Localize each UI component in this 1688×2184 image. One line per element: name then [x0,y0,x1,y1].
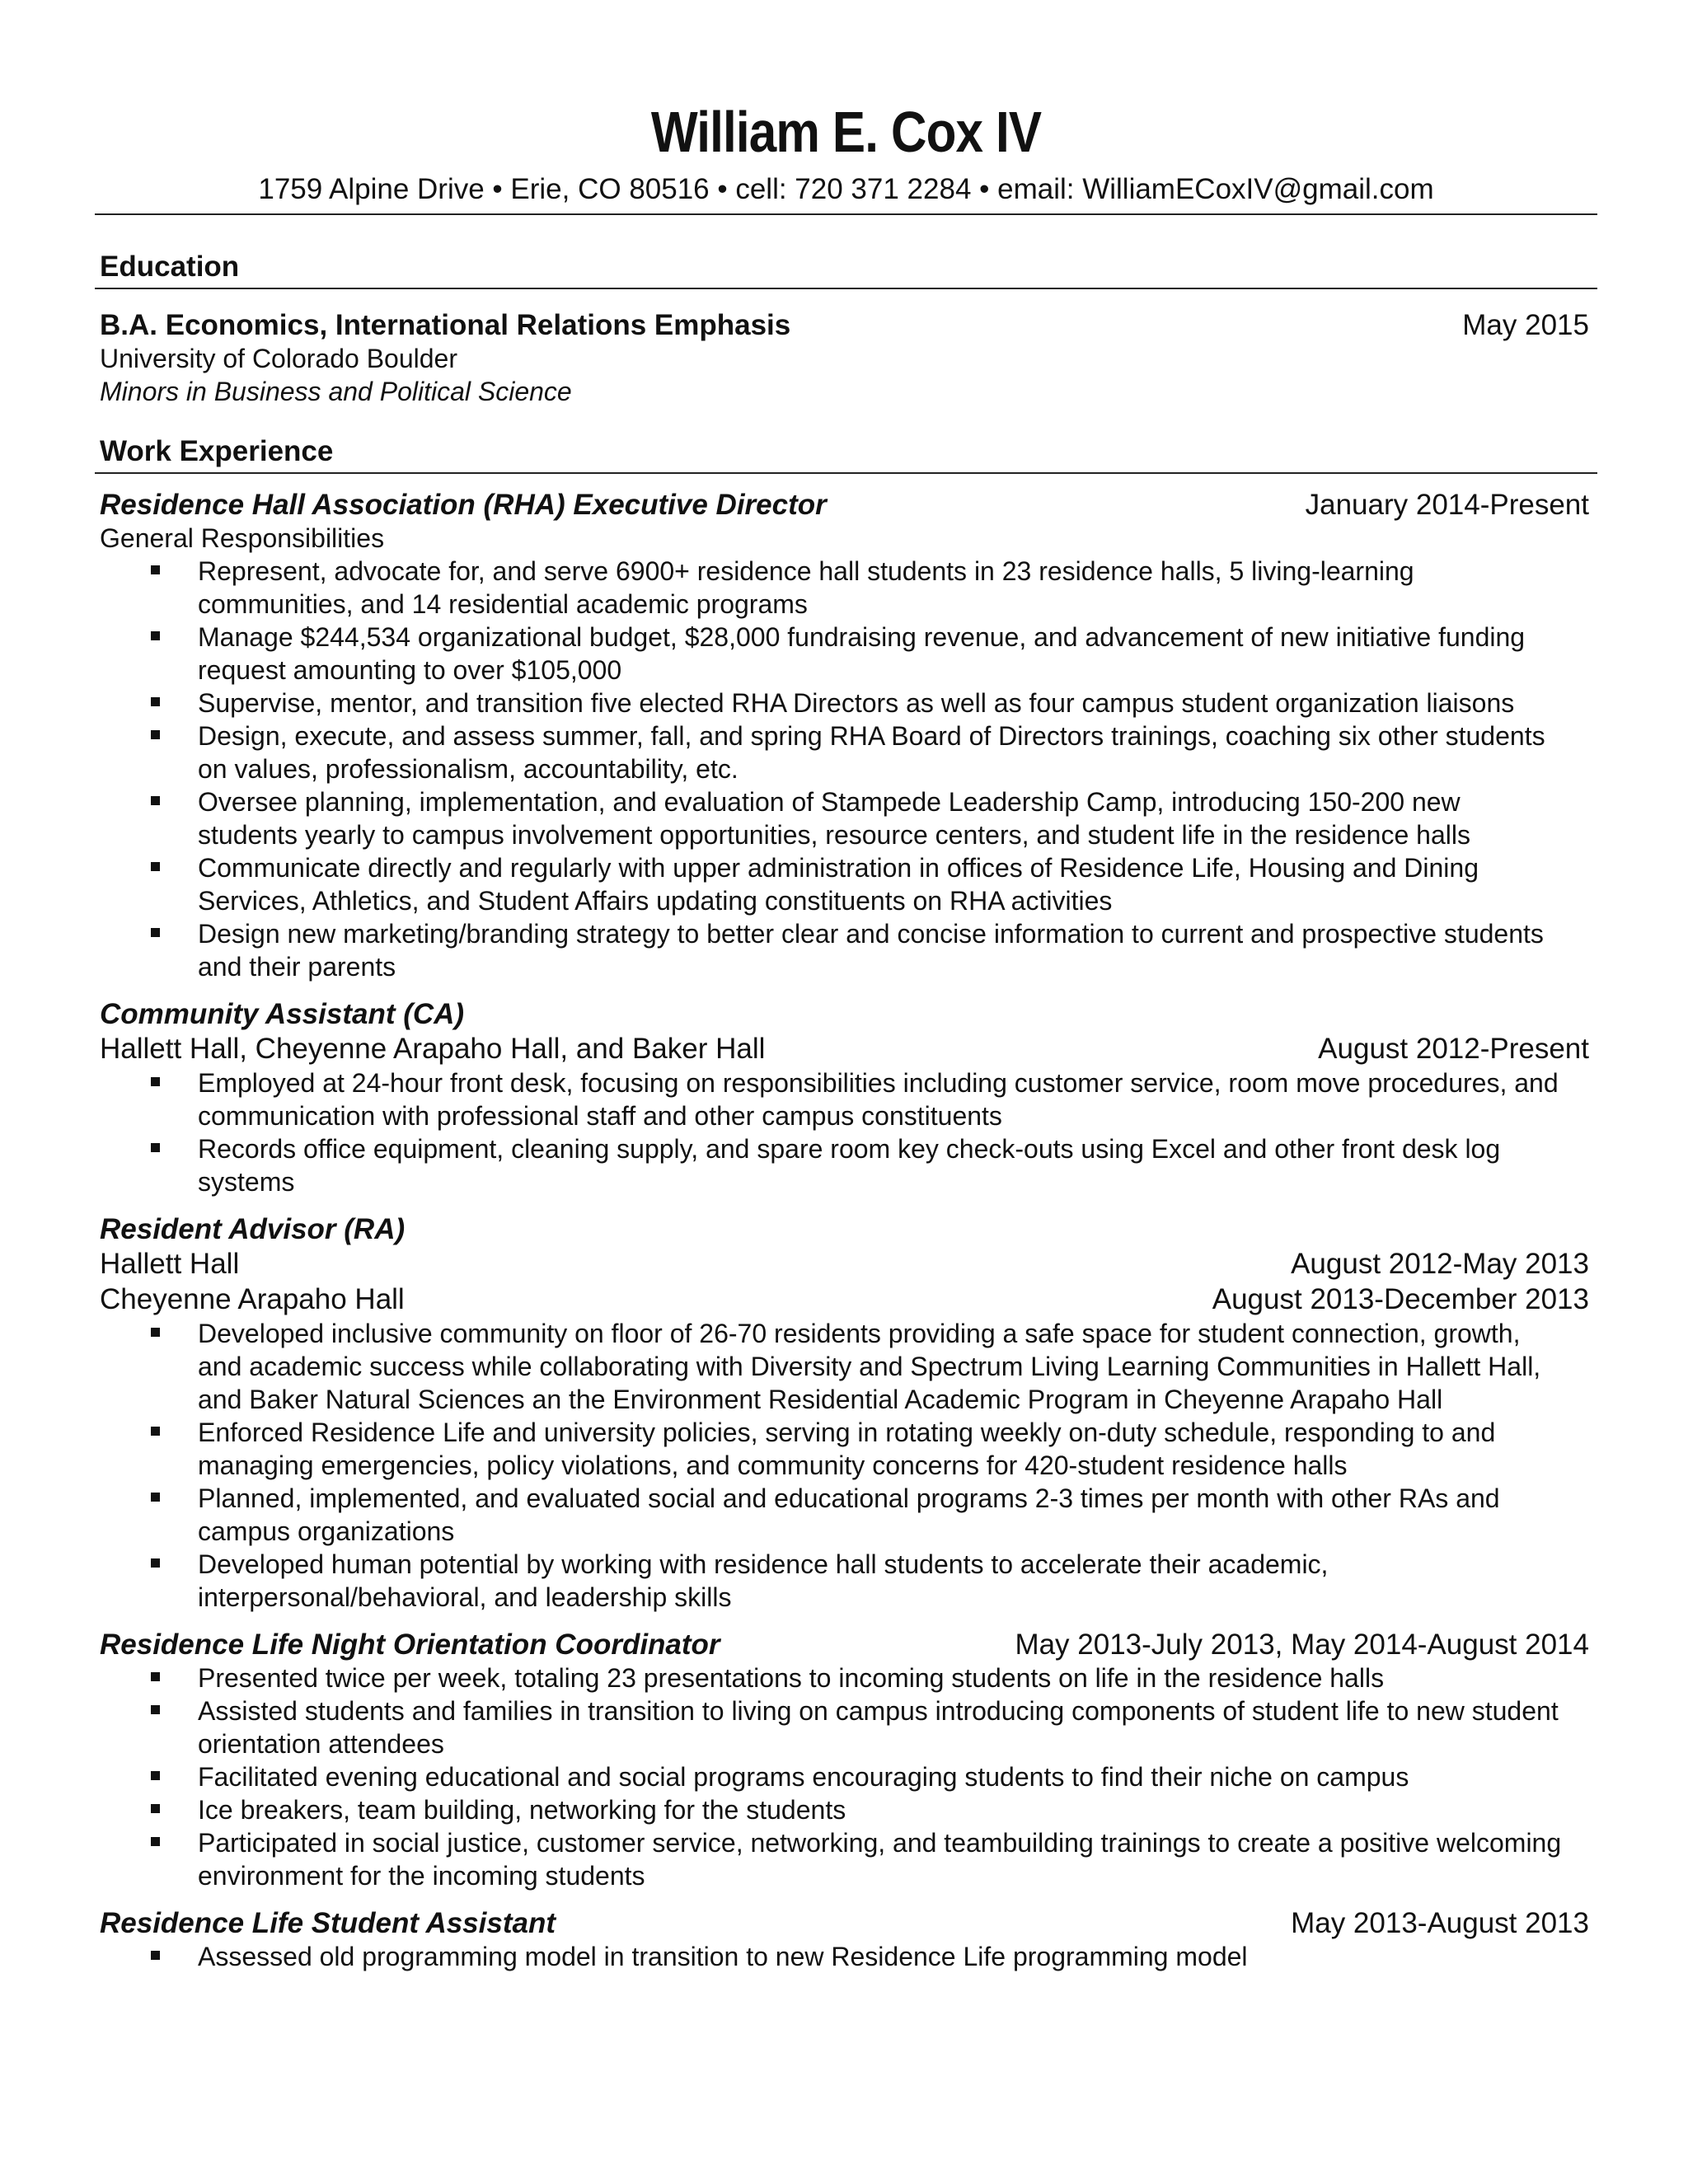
bullet-icon [151,1804,160,1813]
job-ra-header [95,1213,1597,1246]
job-title: Residence Life Night Orientation Coordinator [100,1628,720,1661]
job-location: Cheyenne Arapaho Hall [100,1282,405,1315]
bullet-icon [151,1427,160,1436]
job-title: Community Assistant (CA) [100,997,465,1030]
job-ra-location-row-1 [95,1246,1597,1282]
job-ca-header [95,998,1597,1031]
bullet-icon [151,1328,160,1337]
school-name: University of Colorado Boulder [100,343,457,373]
list-item: Manage $244,534 organizational budget, $28,000 fundraising revenue, and advancement of new initiative funding request amounting to over $105,000 [198,621,1564,687]
minors: Minors in Business and Political Science [100,376,572,406]
bullet-icon [151,1077,160,1086]
list-item: Assisted students and families in transition to living on campus introducing components of student life to new student orientation attendees [198,1694,1564,1760]
list-item: Presented twice per week, totaling 23 presentations to incoming students on life in the residence halls [198,1661,1564,1694]
ca-bullet-list [95,1066,1597,1198]
job-date: August 2012-May 2013 [1291,1247,1589,1280]
list-item: Participated in social justice, customer service, networking, and teambuilding trainings to create a positive welcoming environment for the incoming students [198,1826,1564,1892]
degree-row [95,309,1597,342]
rha-bullet-list [95,555,1597,983]
orientation-bullet-list [95,1661,1597,1892]
list-item: Enforced Residence Life and university policies, serving in rotating weekly on-duty schedule, responding to and managing emergencies, policy violations, and community concerns for 420-student residence halls [198,1416,1564,1482]
job-ca-location-row [95,1031,1597,1066]
job-student-assistant-header [95,1907,1597,1940]
education-heading: Education [95,250,1597,289]
bullet-icon [151,730,160,739]
bullet-icon [151,1951,160,1960]
list-item: Design new marketing/branding strategy to better clear and concise information to current and prospective students and their parents [198,917,1564,983]
degree-title: B.A. Economics, International Relations Emphasis [100,308,791,341]
bullet-icon [151,1672,160,1681]
list-item: Design, execute, and assess summer, fall, and spring RHA Board of Directors trainings, coaching six other students on values, professionalism, accountability, etc. [198,719,1564,785]
bullet-icon [151,565,160,574]
contact-line: 1759 Alpine Drive • Erie, CO 80516 • cell: 720 371 2284 • email: WilliamECoxIV@gmail.com [95,172,1597,215]
bullet-icon [151,1558,160,1568]
job-date: May 2013-July 2013, May 2014-August 2014 [1015,1628,1589,1661]
list-item: Ice breakers, team building, networking for the students [198,1793,1564,1826]
work-experience-heading: Work Experience [95,434,1597,474]
list-item: Communicate directly and regularly with upper administration in offices of Residence Life, Housing and Dining Services, Athletics, and Student Affairs updating constituents on RHA activities [198,851,1564,917]
bullet-icon [151,1837,160,1846]
job-date: August 2013-December 2013 [1212,1282,1589,1315]
bullet-icon [151,796,160,805]
list-item: Developed inclusive community on floor of 26-70 residents providing a safe space for student connection, growth, and academic success while collaborating with Diversity and Spectrum Living Learning Communities in Hallett Hall, and Baker Natural Sciences an the Environment Residential Academic Program in Cheyenne Arapaho Hall [198,1317,1564,1416]
job-title: Residence Life Student Assistant [100,1906,556,1939]
list-item: Represent, advocate for, and serve 6900+ residence hall students in 23 residence halls, 5 living-learning communities, and 14 residential academic programs [198,555,1564,621]
list-item: Assessed old programming model in transition to new Residence Life programming model [198,1940,1564,1973]
student-assistant-bullet-list [95,1940,1597,1973]
bullet-icon [151,631,160,640]
job-location: Hallett Hall, Cheyenne Arapaho Hall, and Baker Hall [100,1032,766,1065]
candidate-name: William E. Cox IV [650,100,1042,164]
degree-date: May 2015 [1462,308,1589,341]
bullet-icon [151,1143,160,1152]
bullet-icon [151,1705,160,1714]
ra-bullet-list [95,1317,1597,1614]
list-item: Employed at 24-hour front desk, focusing on responsibilities including customer service, room move procedures, and communication with professional staff and other campus constituents [198,1066,1564,1132]
list-item: Planned, implemented, and evaluated social and educational programs 2-3 times per month with other RAs and campus organizations [198,1482,1564,1548]
job-location: Hallett Hall [100,1247,240,1280]
bullet-icon [151,697,160,706]
list-item: Developed human potential by working with residence hall students to accelerate their academic, interpersonal/behavioral, and leadership skills [198,1548,1564,1614]
job-title: Residence Hall Association (RHA) Executive Director [100,488,827,521]
job-ra-location-row-2 [95,1282,1597,1317]
job-date: May 2013-August 2013 [1291,1906,1589,1939]
job-date: January 2014-Present [1305,488,1589,521]
list-item: Supervise, mentor, and transition five elected RHA Directors as well as four campus student organization liaisons [198,687,1564,719]
list-item: Facilitated evening educational and social programs encouraging students to find their niche on campus [198,1760,1564,1793]
bullet-icon [151,1771,160,1780]
job-rha-header [95,489,1597,522]
job-date: August 2012-Present [1318,1032,1589,1065]
list-item: Oversee planning, implementation, and evaluation of Stampede Leadership Camp, introducing 150-200 new students yearly to campus involvement opportunities, resource centers, and student life in the residence halls [198,785,1564,851]
job-title: Resident Advisor (RA) [100,1212,406,1245]
bullet-icon [151,928,160,937]
bullet-icon [151,862,160,871]
list-item: Records office equipment, cleaning supply, and spare room key check-outs using Excel and other front desk log systems [198,1132,1564,1198]
bullet-icon [151,1493,160,1502]
job-subtitle: General Responsibilities [100,523,385,553]
job-orientation-header [95,1629,1597,1661]
